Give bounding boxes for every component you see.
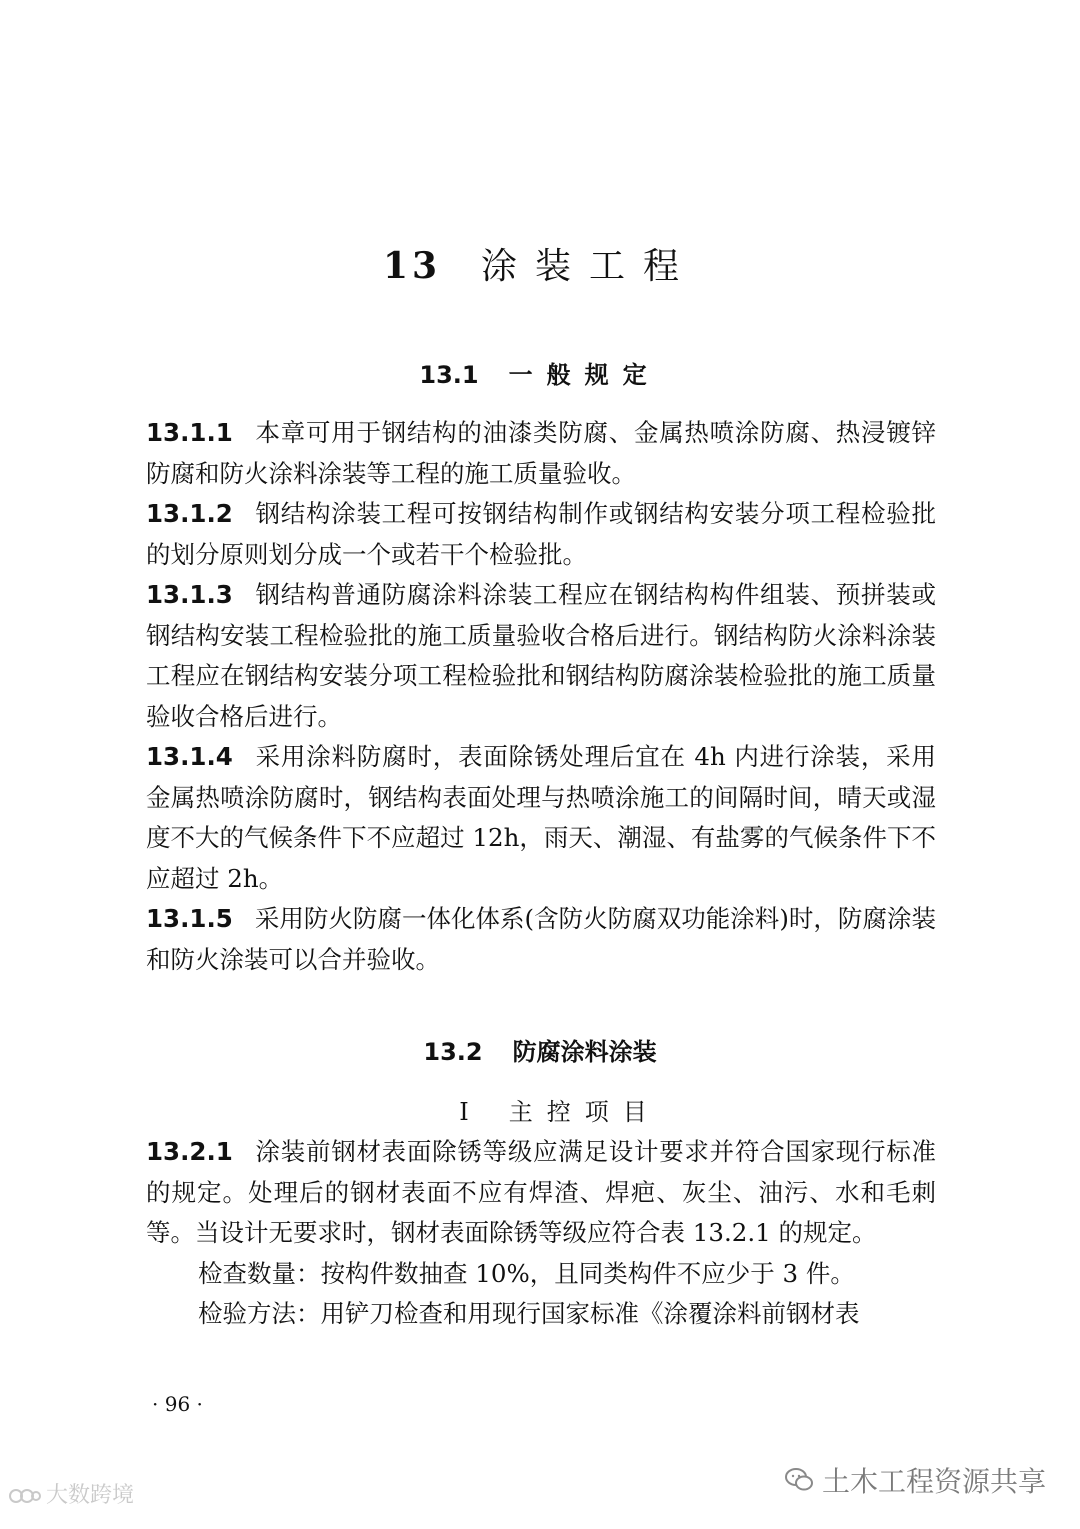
subsection-title bbox=[0, 1092, 1080, 1127]
inspection-quantity: 检查数量：按构件数抽查 10%，且同类构件不应少于 3 件。 bbox=[198, 1258, 855, 1288]
clause-13-1-2 bbox=[146, 494, 936, 575]
clause-13-2-1 bbox=[146, 1132, 936, 1254]
watermark-left bbox=[8, 1478, 134, 1509]
section-title-13-1 bbox=[0, 355, 1080, 390]
clause-13-1-4 bbox=[146, 737, 936, 899]
clause-13-1-5 bbox=[146, 899, 936, 980]
clause-text: 采用防火防腐一体化体系(含防火防腐双功能涂料)时，防腐涂装和防火涂装可以合并验收。 bbox=[146, 904, 936, 974]
general-provisions-body bbox=[146, 413, 936, 980]
inspection-method: 检验方法：用铲刀检查和用现行国家标准《涂覆涂料前钢材表 bbox=[198, 1299, 860, 1328]
clause-number: 13.2.1 bbox=[146, 1137, 233, 1166]
section-number: 13.2 bbox=[423, 1038, 483, 1066]
chapter-number: 13 bbox=[382, 245, 442, 287]
clause-13-1-1 bbox=[146, 413, 936, 494]
chapter-title-text: 涂装工程 bbox=[481, 246, 698, 287]
section-title-text: 防腐涂料涂装 bbox=[512, 1038, 657, 1066]
clause-number: 13.1.3 bbox=[146, 580, 233, 609]
clause-text: 钢结构涂装工程可按钢结构制作或钢结构安装分项工程检验批的划分原则划分成一个或若干个检验批。 bbox=[146, 499, 936, 569]
watermark-right bbox=[784, 1460, 1046, 1500]
clause-text: 涂装前钢材表面除锈等级应满足设计要求并符合国家现行标准的规定。处理后的钢材表面不应有焊渣、焊疤、灰尘、油污、水和毛刺等。当设计无要求时，钢材表面除锈等级应符合表 13.2.1 的规定。 bbox=[146, 1137, 936, 1247]
chapter-title bbox=[0, 238, 1080, 289]
clause-13-1-3 bbox=[146, 575, 936, 737]
section-title-text: 一般规定 bbox=[508, 361, 661, 389]
clause-text: 采用涂料防腐时，表面除锈处理后宜在 4h 内进行涂装，采用金属热喷涂防腐时，钢结构表面处理与热喷涂施工的间隔时间，晴天或湿度不大的气候条件下不应超过 12h，雨天、潮湿、有盐雾的气候条件下不应超过 2h。 bbox=[146, 742, 936, 893]
watermark-right-text: 土木工程资源共享 bbox=[821, 1465, 1046, 1498]
clause-text: 钢结构普通防腐涂料涂装工程应在钢结构构件组装、预拼装或钢结构安装工程检验批的施工质量验收合格后进行。钢结构防火涂料涂装工程应在钢结构安装分项工程检验批和钢结构防腐涂装检验批的施工质量验收合格后进行。 bbox=[146, 580, 936, 731]
clause-number: 13.1.5 bbox=[146, 904, 233, 933]
section-title-13-2 bbox=[0, 1032, 1080, 1067]
clause-number: 13.1.4 bbox=[146, 742, 233, 771]
page-number: · 96 · bbox=[152, 1392, 203, 1416]
subsection-roman: Ⅰ bbox=[459, 1098, 483, 1126]
watermark-left-text: 大数跨境 bbox=[46, 1483, 135, 1508]
logo-icon bbox=[8, 1485, 42, 1507]
clause-number: 13.1.1 bbox=[146, 418, 233, 447]
section-number: 13.1 bbox=[419, 361, 479, 389]
clause-number: 13.1.2 bbox=[146, 499, 233, 528]
main-control-body bbox=[146, 1132, 936, 1335]
clause-text: 本章可用于钢结构的油漆类防腐、金属热喷涂防腐、热浸镀锌防腐和防火涂料涂装等工程的施工质量验收。 bbox=[146, 418, 936, 488]
subsection-title-text: 主控项目 bbox=[508, 1098, 661, 1126]
wechat-icon bbox=[784, 1467, 814, 1493]
